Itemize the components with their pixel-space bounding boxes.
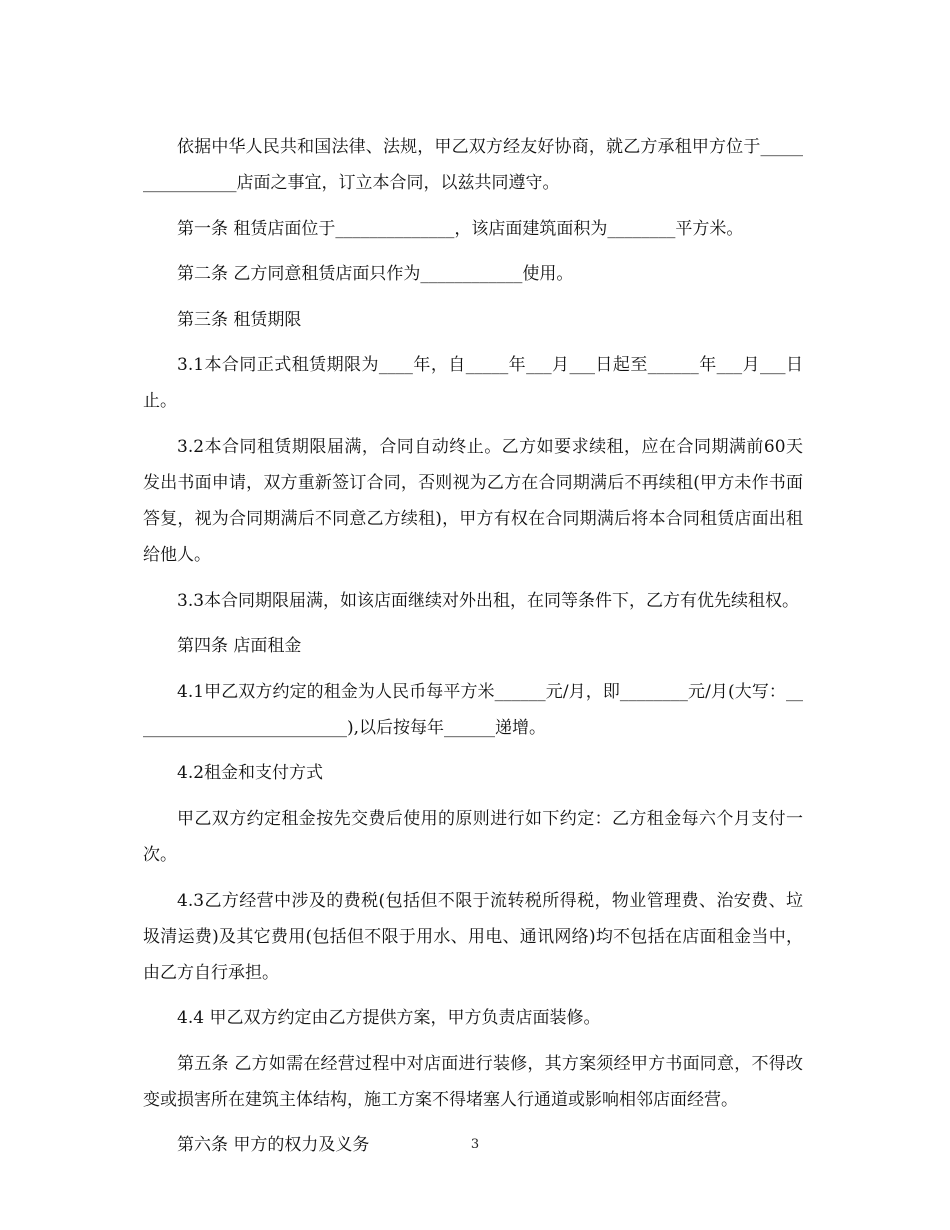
paragraph-clause-4-3: 4.3乙方经营中涉及的费税(包括但不限于流转税所得税，物业管理费、治安费、垃圾清运费)及其它费用(包括但不限于用水、用电、通讯网络)均不包括在店面租金当中，由乙方自行承担。 bbox=[143, 890, 803, 983]
paragraph-article-6-heading: 第六条 甲方的权力及义务 bbox=[177, 1135, 370, 1156]
paragraph-article-4-heading: 第四条 店面租金 bbox=[177, 636, 302, 657]
document-body bbox=[143, 129, 803, 1173]
paragraph-article-1: 第一条 租赁店面位于______________，该店面建筑面积为________平方米。 bbox=[177, 218, 744, 239]
paragraph-article-3-heading: 第三条 租赁期限 bbox=[177, 309, 302, 330]
paragraph-clause-3-2: 3.2本合同租赁期限届满，合同自动终止。乙方如要求续租，应在合同期满前60天发出书面申请，双方重新签订合同，否则视为乙方在合同期满后不再续租(甲方未作书面答复，视为合同期满后不同意乙方续租)，甲方有权在合同期满后将本合同租赁店面出租给他人。 bbox=[143, 436, 803, 565]
page-number: 3 bbox=[470, 1137, 480, 1152]
paragraph-clause-4-2: 4.2租金和支付方式 bbox=[177, 763, 324, 784]
paragraph-clause-4-4: 4.4 甲乙双方约定由乙方提供方案，甲方负责店面装修。 bbox=[177, 1008, 601, 1029]
paragraph-article-5: 第五条 乙方如需在经营过程中对店面进行装修，其方案须经甲方书面同意，不得改变或损害所在建筑主体结构，施工方案不得堵塞人行通道或影响相邻店面经营。 bbox=[143, 1053, 803, 1110]
paragraph-clause-3-3: 3.3本合同期限届满，如该店面继续对外出租，在同等条件下，乙方有优先续租权。 bbox=[177, 590, 800, 611]
paragraph-preamble: 依据中华人民共和国法律、法规，甲乙双方经友好协商，就乙方承租甲方位于________________店面之事宜，订立本合同，以兹共同遵守。 bbox=[143, 137, 803, 193]
paragraph-article-2: 第二条 乙方同意租赁店面只作为____________使用。 bbox=[177, 264, 574, 285]
paragraph-clause-4-1: 4.1甲乙双方约定的租金为人民币每平方米______元/月，即________元/月(大写：__________________________),以后按每年______递增。 bbox=[143, 681, 803, 738]
paragraph-payment-terms: 甲乙双方约定租金按先交费后使用的原则进行如下约定：乙方租金每六个月支付一次。 bbox=[143, 808, 803, 865]
paragraph-clause-3-1: 3.1本合同正式租赁期限为____年，自_____年___月___日起至______年___月___日止。 bbox=[143, 355, 803, 412]
